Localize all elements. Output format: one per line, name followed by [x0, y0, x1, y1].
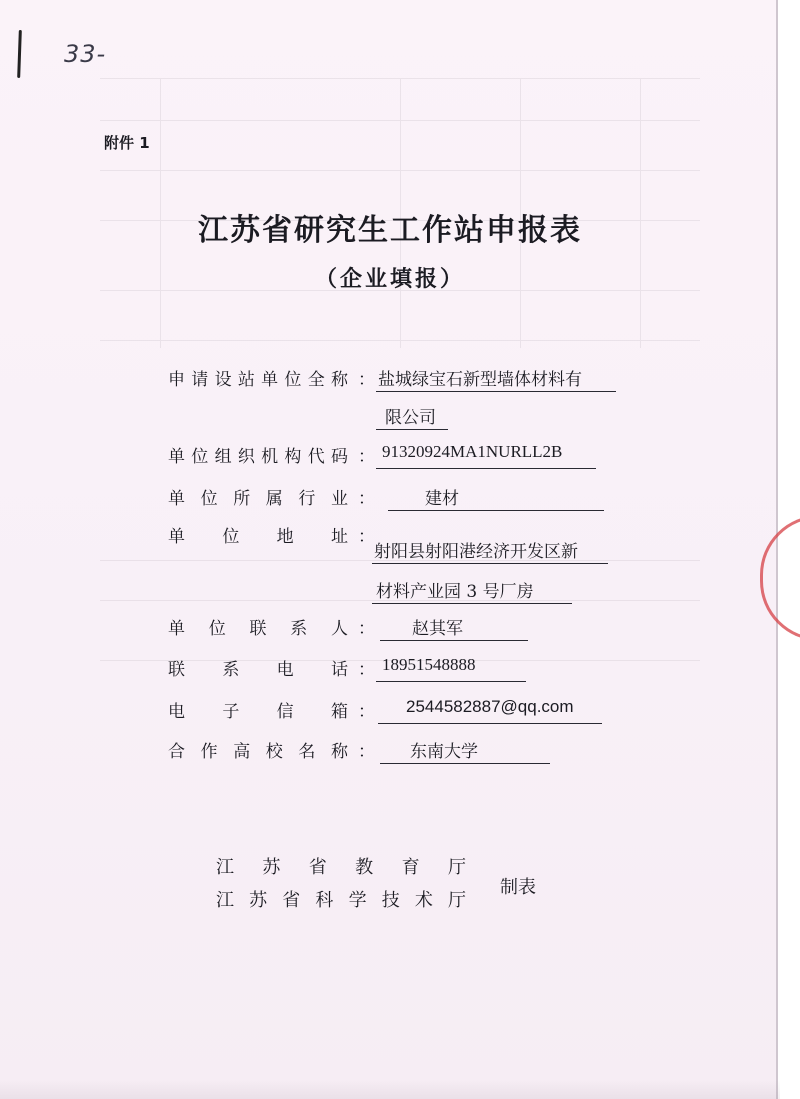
colon: ：: [358, 619, 375, 639]
label-char: 联: [168, 660, 185, 680]
issuer-char: 厅: [447, 857, 466, 878]
issuer-char: 厅: [447, 890, 466, 911]
field-row-contact-person: [0, 614, 780, 644]
label-char: 名: [298, 742, 316, 762]
underline: [380, 763, 550, 764]
issuer-char: 技: [381, 890, 400, 911]
label-char: 信: [276, 702, 294, 722]
issuer-suffix: 制表: [500, 877, 536, 898]
label-char: 位: [222, 527, 240, 547]
label-char: 人: [331, 619, 348, 639]
colon: ：: [358, 370, 375, 390]
label-char: 机: [261, 447, 279, 467]
label-char: 单: [168, 619, 185, 639]
label-char: 织: [237, 447, 255, 467]
underline: [376, 468, 596, 469]
colon: ：: [358, 702, 375, 722]
field-value-org-code: 91320924MA1NURLL2B: [382, 442, 563, 461]
field-row-org-code: [0, 442, 780, 472]
label-char: 系: [222, 660, 240, 680]
handwritten-page-number: 33-: [64, 40, 107, 68]
underline: [372, 603, 572, 604]
label-char: 申: [168, 370, 185, 390]
label-char: 地: [276, 527, 294, 547]
field-row-phone: [0, 655, 780, 685]
field-row-address: [0, 537, 780, 567]
underline: [376, 391, 616, 392]
label-char: 电: [168, 702, 185, 722]
field-row-email: [0, 697, 780, 727]
label-char: 称: [330, 742, 348, 762]
label-char: 校: [265, 742, 283, 762]
form-subtitle: （企业填报）: [314, 267, 465, 292]
field-value-contact-person: 赵其军: [412, 619, 463, 639]
label-char: 全: [307, 370, 325, 390]
issuer-char: 苏: [249, 890, 268, 911]
label-char: 行: [298, 489, 316, 509]
label-char: 单: [168, 527, 185, 547]
field-label-contact-person: [168, 614, 348, 639]
field-label-email: [168, 697, 348, 722]
colon: ：: [358, 447, 375, 467]
underline: [376, 681, 526, 682]
label-char: 代: [307, 447, 325, 467]
issuer-char: 教: [355, 857, 374, 878]
issuer-char: 育: [401, 857, 420, 878]
underline: [380, 640, 528, 641]
field-label-org-code: [168, 442, 348, 467]
field-label-company-name: [168, 365, 348, 390]
field-value-address-line1: 射阳县射阳港经济开发区新: [374, 542, 578, 562]
field-value-company-name-line1: 盐城绿宝石新型墙体材料有: [378, 370, 582, 390]
label-char: 位: [208, 619, 226, 639]
field-row-company-name-cont: [0, 403, 780, 433]
field-label-phone: [168, 655, 348, 680]
label-char: 构: [284, 447, 302, 467]
label-char: 组: [214, 447, 232, 467]
label-char: 所: [233, 489, 251, 509]
issuer-char: 省: [282, 890, 301, 911]
label-char: 子: [222, 702, 240, 722]
issuer-char: 术: [414, 890, 433, 911]
attachment-label: 附件 1: [104, 134, 150, 152]
label-char: 联: [249, 619, 267, 639]
label-char: 位: [200, 489, 218, 509]
issuer-char: 科: [315, 890, 334, 911]
underline: [376, 429, 448, 430]
underline: [378, 723, 602, 724]
colon: ：: [358, 527, 375, 547]
form-title: 江苏省研究生工作站申报表: [198, 213, 582, 248]
label-char: 业: [330, 489, 348, 509]
field-value-industry: 建材: [425, 489, 459, 509]
issuer-char: 学: [348, 890, 367, 911]
label-char: 单: [168, 447, 185, 467]
field-label-university: [168, 737, 348, 762]
label-char: 称: [330, 370, 348, 390]
issuer-char: 苏: [262, 857, 281, 878]
field-row-company-name: [0, 365, 780, 395]
label-char: 请: [191, 370, 209, 390]
field-value-email: 2544582887@qq.com: [406, 697, 574, 716]
issuer-char: 江: [216, 857, 234, 878]
field-label-industry: [168, 484, 348, 509]
issuer-science-dept: [216, 886, 466, 912]
label-char: 合: [168, 742, 185, 762]
label-char: 位: [284, 370, 302, 390]
issuer-char: 江: [216, 890, 234, 911]
label-char: 电: [276, 660, 294, 680]
label-char: 站: [237, 370, 255, 390]
field-value-company-name-line2: 限公司: [385, 408, 436, 428]
field-row-address-cont: [0, 577, 780, 607]
issuer-char: 省: [308, 857, 327, 878]
underline: [388, 510, 604, 511]
colon: ：: [358, 489, 375, 509]
label-char: 作: [200, 742, 218, 762]
issuer-education-dept: [216, 853, 466, 879]
field-value-address-line2: 材料产业园 3 号厂房: [376, 582, 534, 602]
label-char: 单: [261, 370, 279, 390]
label-char: 位: [191, 447, 209, 467]
colon: ：: [358, 742, 375, 762]
label-char: 单: [168, 489, 185, 509]
label-char: 码: [330, 447, 348, 467]
label-char: 属: [265, 489, 283, 509]
field-value-phone: 18951548888: [382, 655, 476, 674]
label-char: 址: [330, 527, 348, 547]
field-row-university: [0, 737, 780, 767]
scan-shadow: [0, 1080, 780, 1099]
label-char: 话: [330, 660, 348, 680]
label-char: 系: [290, 619, 308, 639]
field-value-university: 东南大学: [410, 742, 478, 762]
field-row-industry: [0, 484, 780, 514]
underline: [372, 563, 608, 564]
colon: ：: [358, 660, 375, 680]
label-char: 高: [233, 742, 251, 762]
label-char: 箱: [330, 702, 348, 722]
label-char: 设: [214, 370, 232, 390]
